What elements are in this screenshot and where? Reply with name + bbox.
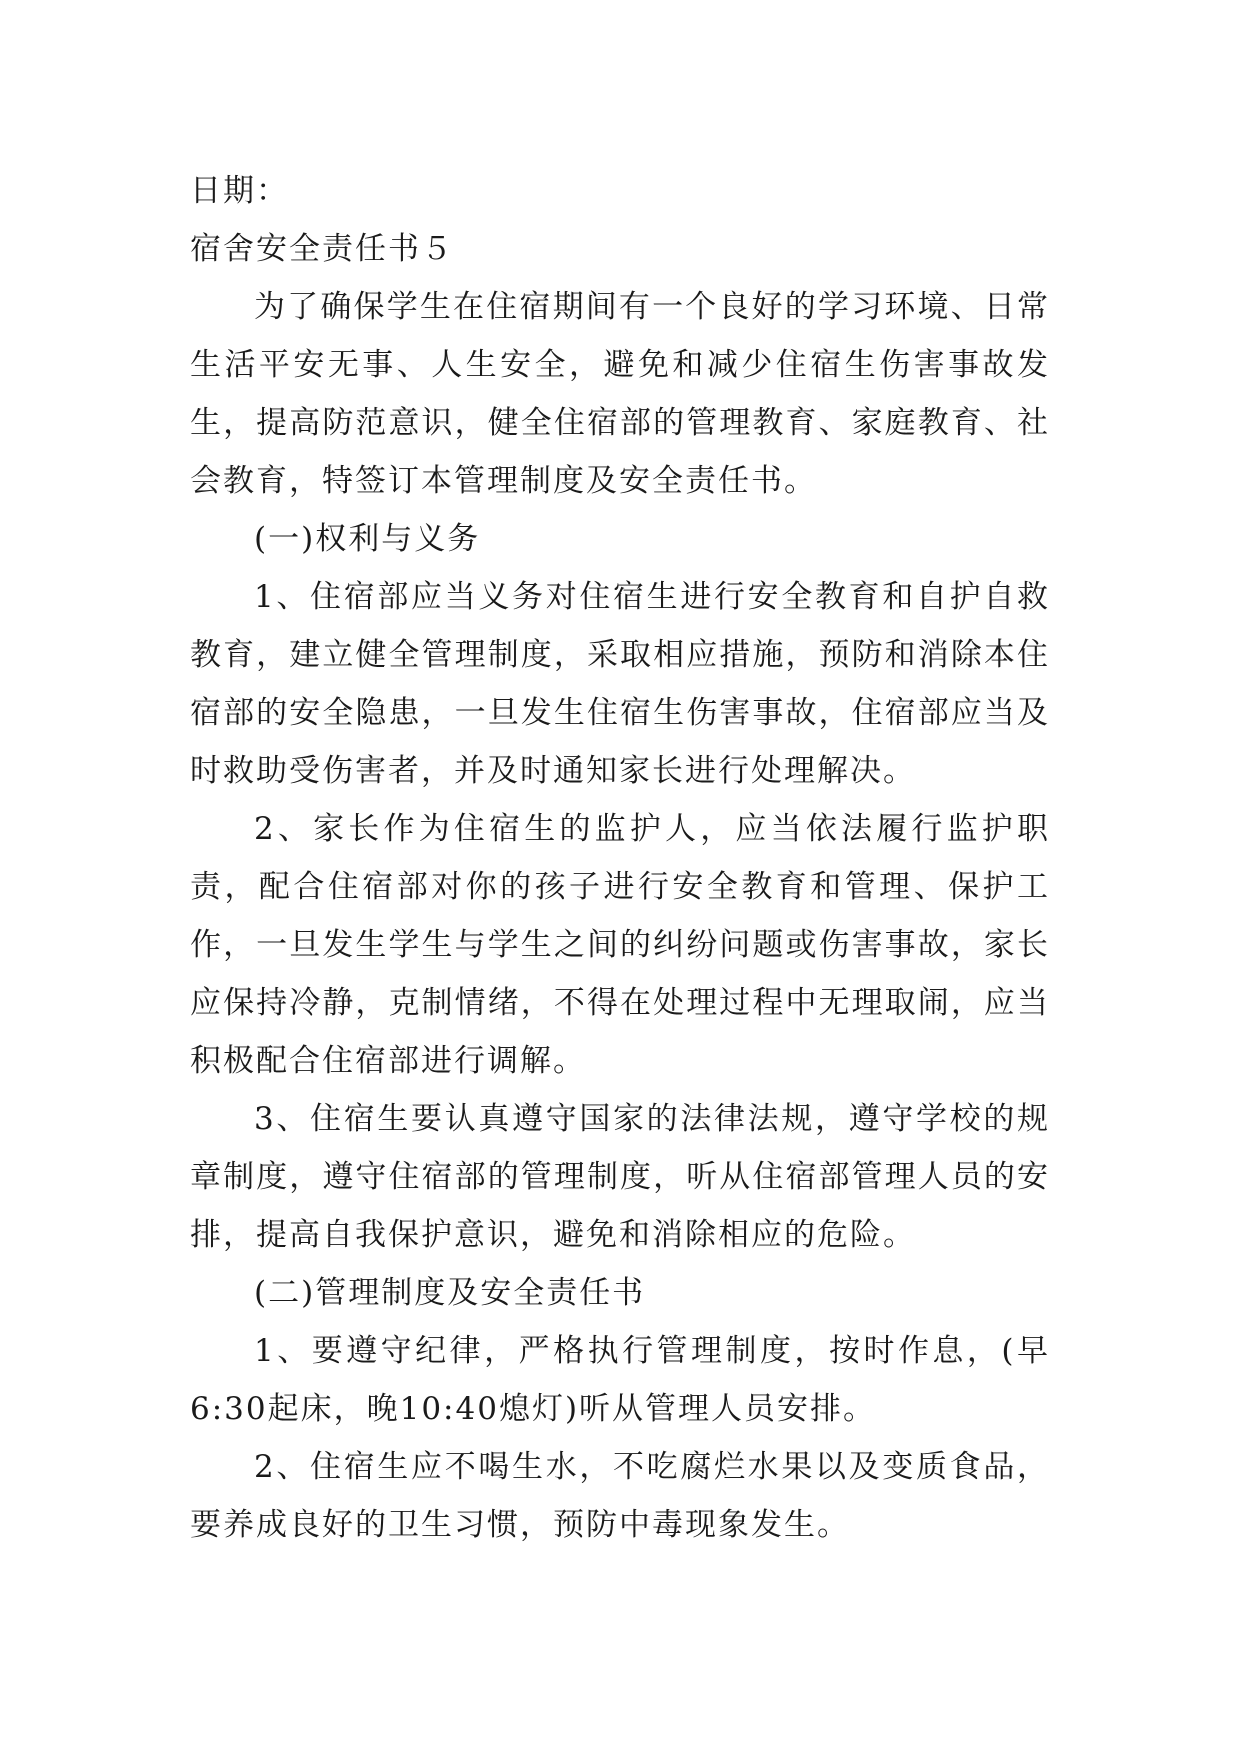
paragraph-item: 2、住宿生应不喝生水，不吃腐烂水果以及变质食品，要养成良好的卫生习惯，预防中毒现象发生。 [190, 1449, 1050, 1543]
paragraph-item: 3、住宿生要认真遵守国家的法律法规，遵守学校的规章制度，遵守住宿部的管理制度，听从住宿部管理人员的安排，提高自我保护意识，避免和消除相应的危险。 [190, 1101, 1050, 1253]
document-title: 宿舍安全责任书５ [190, 231, 454, 267]
paragraph-item: 1、住宿部应当义务对住宿生进行安全教育和自护自救教育，建立健全管理制度，采取相应措施，预防和消除本住宿部的安全隐患，一旦发生住宿生伤害事故，住宿部应当及时救助受伤害者，并及时通知家长进行处理解决。 [190, 579, 1050, 789]
section-heading-rules: (二)管理制度及安全责任书 [254, 1275, 646, 1311]
paragraph-item: 1、要遵守纪律，严格执行管理制度，按时作息，(早6:30起床，晚10:40熄灯)听从管理人员安排。 [190, 1333, 1050, 1427]
document-body [190, 162, 1050, 1554]
intro-paragraph: 为了确保学生在住宿期间有一个良好的学习环境、日常生活平安无事、人生安全，避免和减少住宿生伤害事故发生，提高防范意识，健全住宿部的管理教育、家庭教育、社会教育，特签订本管理制度及安全责任书。 [190, 289, 1050, 499]
paragraph-item: 2、家长作为住宿生的监护人，应当依法履行监护职责，配合住宿部对你的孩子进行安全教育和管理、保护工作，一旦发生学生与学生之间的纠纷问题或伤害事故，家长应保持冷静，克制情绪，不得在处理过程中无理取闹，应当积极配合住宿部进行调解。 [190, 811, 1050, 1079]
section-heading-rights: (一)权利与义务 [254, 521, 481, 557]
date-label: 日期： [190, 173, 289, 209]
